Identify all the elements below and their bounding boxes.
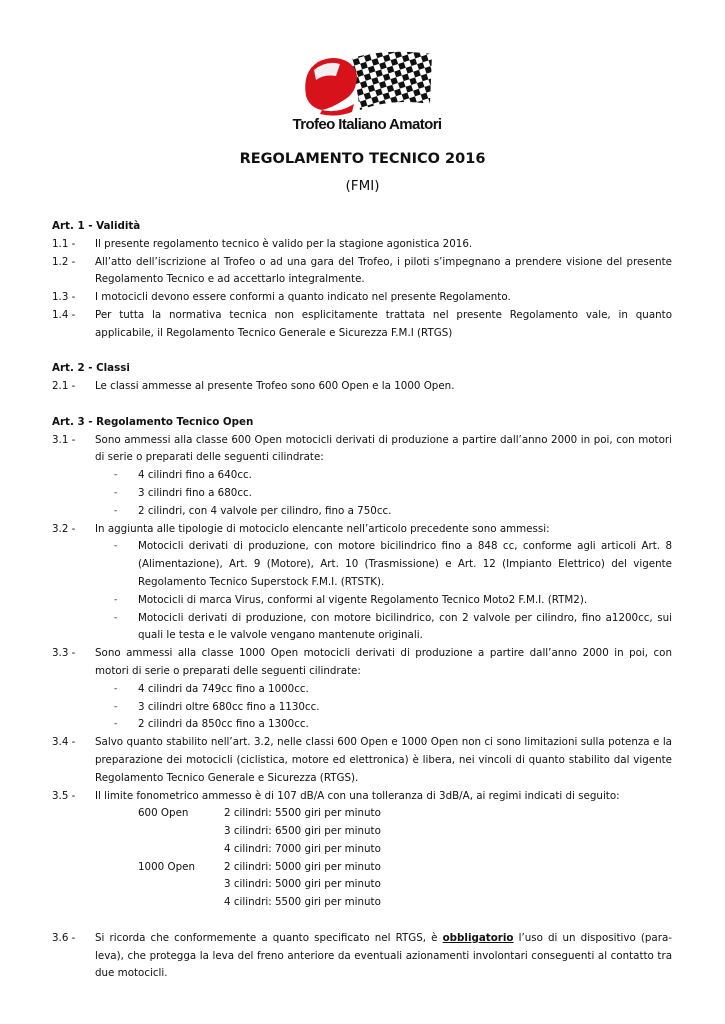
item-text: I motocicli devono essere conformi a quanto indicato nel presente Regolamento. xyxy=(95,291,511,304)
sub-item: - 3 cilindri fino a 680cc. xyxy=(114,486,252,499)
item-number: 3.1 - xyxy=(52,433,76,446)
art2-heading: Art. 2 - Classi xyxy=(52,362,130,375)
article-item xyxy=(52,378,672,396)
item-text: Salvo quanto stabilito nell’art. 3.2, nelle classi 600 Open e 1000 Open non ci sono limitazioni sulla potenza e la preparazione dei motocicli (ciclistica, motore ed elettronica) è libera, nei vincoli di quanto stabilito dal vigente Regolamento Tecnico Generale e Sicurezza (RTGS). xyxy=(95,736,672,784)
helmet-flag-icon xyxy=(292,48,442,116)
art1-heading: Art. 1 - Validità xyxy=(52,220,141,232)
item-text: Sono ammessi alla classe 1000 Open motocicli derivati di produzione a partire dall’anno 2000 in poi, con motori di serie o preparati delle seguenti cilindrate: xyxy=(95,647,672,677)
rpm-row: 4 cilindri: 7000 giri per minuto xyxy=(224,842,381,855)
item-number: 3.4 - xyxy=(52,736,76,749)
article-item xyxy=(52,645,672,681)
sub-item: - 4 cilindri fino a 640cc. xyxy=(114,469,252,482)
art3-heading: Art. 3 - Regolamento Tecnico Open xyxy=(52,415,254,428)
rpm-row: 4 cilindri: 5500 giri per minuto xyxy=(224,896,381,909)
trofeo-logo xyxy=(292,48,442,136)
item-text: Sono ammessi alla classe 600 Open motocicli derivati di produzione a partire dall’anno 2000 in poi, con motori di serie o preparati delle seguenti cilindrate: xyxy=(95,433,672,464)
item-text: All’atto dell’iscrizione al Trofeo o ad una gara del Trofeo, i piloti s’impegnano a prendere visione del presente Regolamento Tecnico e ad accettarlo integralmente. xyxy=(95,255,672,286)
article-item xyxy=(52,236,672,254)
page-subtitle: (FMI) xyxy=(345,178,380,194)
logo-text: Trofeo Italiano Amatori xyxy=(292,116,442,133)
article-item xyxy=(52,521,672,539)
item-text: In aggiunta alle tipologie di motociclo elencante nell’articolo precedente sono ammessi: xyxy=(95,522,550,535)
sub-item: - 4 cilindri da 749cc fino a 1000cc. xyxy=(114,682,309,695)
sub-item: - Motocicli derivati di produzione, con motore bicilindrico, con 2 valvole per cilindro, fino a1200cc, sui quali le testa e le valvole vengano mantenute originali. xyxy=(114,611,672,642)
sub-item: - 2 cilindri, con 4 valvole per cilindro, fino a 750cc. xyxy=(114,504,392,517)
item-number: 1.3 - xyxy=(52,291,76,304)
item-number: 3.2 - xyxy=(52,522,76,535)
article-item xyxy=(52,734,672,787)
rpm-row: 1000 Open 2 cilindri: 5000 giri per minuto xyxy=(138,860,381,873)
regulation-body xyxy=(52,218,672,983)
article-item xyxy=(52,289,672,307)
article-item xyxy=(52,254,672,290)
item-number: 1.2 - xyxy=(52,255,76,268)
item-text: Le classi ammesse al presente Trofeo sono 600 Open e la 1000 Open. xyxy=(95,380,455,393)
rpm-row: 3 cilindri: 6500 giri per minuto xyxy=(224,825,381,838)
page-title: REGOLAMENTO TECNICO 2016 xyxy=(239,151,486,167)
item-number: 1.1 - xyxy=(52,237,76,250)
item-number: 3.5 - xyxy=(52,789,76,802)
item-text: Si ricorda che conformemente a quanto specificato nel RTGS, è obbligatorio l’uso di un dispositivo (para-leva), che protegga la leva del freno anteriore da eventuali azionamenti involontari conseguenti al contatto tra due motocicli. xyxy=(95,931,672,980)
sub-item: - 3 cilindri oltre 680cc fino a 1130cc. xyxy=(114,700,320,713)
emphasis-obbligatorio: obbligatorio xyxy=(442,931,514,944)
rpm-row: 3 cilindri: 5000 giri per minuto xyxy=(224,878,381,891)
article-item xyxy=(52,930,672,983)
item-text: Per tutta la normativa tecnica non esplicitamente trattata nel presente Regolamento vale, in quanto applicabile, il Regolamento Tecnico Generale e Sicurezza F.M.I (RTGS) xyxy=(95,308,672,339)
item-number: 3.6 - xyxy=(52,931,76,944)
rpm-row: 600 Open 2 cilindri: 5500 giri per minuto xyxy=(138,807,381,820)
sub-item: - Motocicli di marca Virus, conformi al vigente Regolamento Tecnico Moto2 F.M.I. (RTM2). xyxy=(114,593,588,606)
item-number: 3.3 - xyxy=(52,647,76,660)
article-item xyxy=(52,788,672,806)
article-item xyxy=(52,432,672,468)
sub-item: - Motocicli derivati di produzione, con motore bicilindrico fino a 848 cc, conforme agli articoli Art. 8 (Alimentazione), Art. 9 (Motore), Art. 10 (Trasmissione) e Art. 12 (Impianto Elettrico) del vigente Regolamento Tecnico Superstock F.M.I. (RTSTK). xyxy=(114,540,672,588)
sub-item: - 2 cilindri da 850cc fino a 1300cc. xyxy=(114,718,309,731)
item-number: 1.4 - xyxy=(52,308,76,321)
item-text: Il limite fonometrico ammesso è di 107 dB/A con una tolleranza di 3dB/A, ai regimi indicati di seguito: xyxy=(95,789,620,802)
item-number: 2.1 - xyxy=(52,380,76,393)
article-item xyxy=(52,307,672,343)
item-text: Il presente regolamento tecnico è valido per la stagione agonistica 2016. xyxy=(95,237,473,250)
